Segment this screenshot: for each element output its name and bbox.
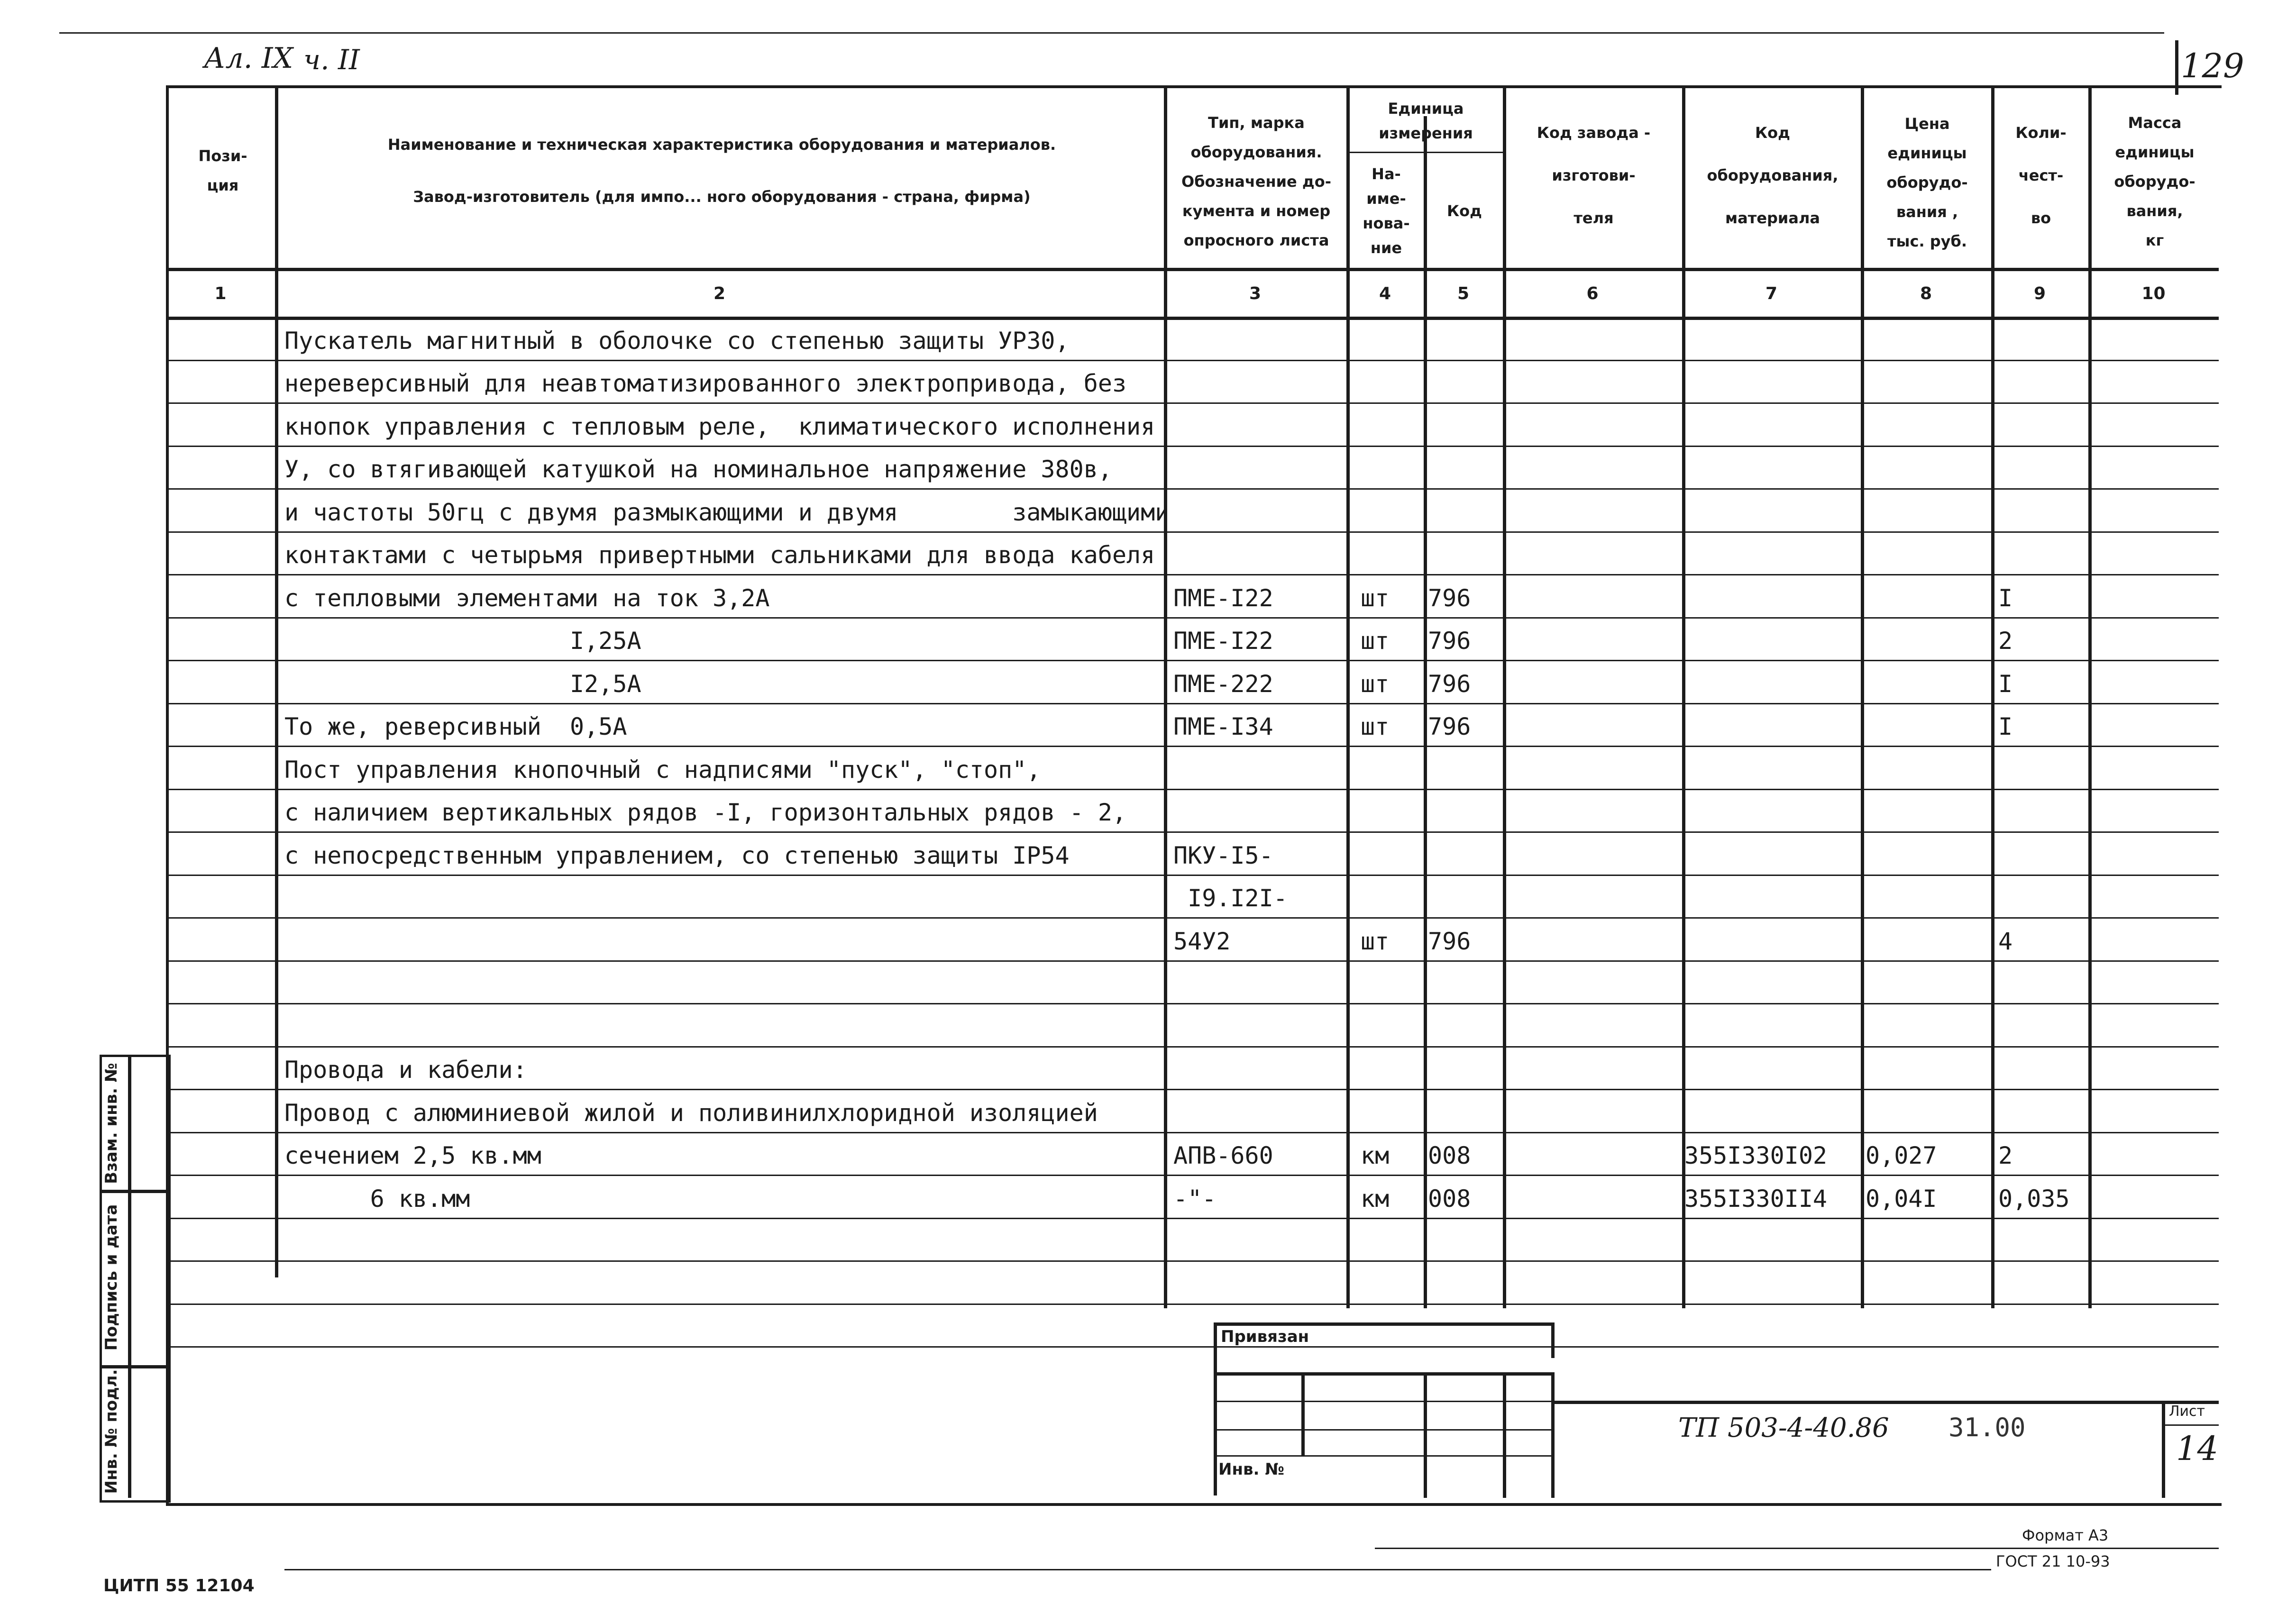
row-quantity: I bbox=[1998, 713, 2013, 740]
stamp-top-line bbox=[1214, 1322, 1553, 1326]
part-mark: ч. II bbox=[303, 44, 360, 76]
side-stamp-divider bbox=[128, 1055, 131, 1498]
row-type: I9.I2I- bbox=[1173, 884, 1288, 912]
row-name: Пускатель магнитный в оболочке со степенью защиты УР30, bbox=[284, 327, 1070, 355]
row-quantity: I bbox=[1998, 670, 2013, 698]
row-type: ПМЕ-I34 bbox=[1173, 713, 1273, 740]
row-type: ПКУ-I5- bbox=[1173, 842, 1273, 869]
row-unit-code: 796 bbox=[1428, 713, 1471, 740]
col-line bbox=[1164, 85, 1167, 1308]
row-type: ПМЕ-222 bbox=[1173, 670, 1273, 698]
row-unit: шт bbox=[1361, 584, 1390, 612]
page-number: 129 bbox=[2181, 46, 2244, 85]
colnum-2: 2 bbox=[713, 283, 726, 303]
table-row-line bbox=[166, 831, 2219, 833]
stamp-line bbox=[1214, 1401, 1553, 1402]
row-price: 0,04I bbox=[1866, 1185, 1937, 1213]
col-line bbox=[1682, 85, 1685, 1308]
header-plant-code: Код завода - изготови- теля bbox=[1537, 124, 1651, 227]
col-line bbox=[2088, 85, 2092, 1308]
row-unit: шт bbox=[1361, 670, 1390, 698]
table-row-line bbox=[166, 703, 2219, 704]
row-quantity: 4 bbox=[1998, 928, 2013, 955]
row-price: 0,027 bbox=[1866, 1142, 1937, 1169]
table-row-line bbox=[166, 617, 2219, 619]
row-name: 6 кв.мм bbox=[284, 1185, 470, 1213]
table-row-line bbox=[166, 446, 2219, 447]
stamp-doc-code: ТП 503-4-40.86 bbox=[1678, 1413, 1889, 1443]
row-material-code: 355I330I02 bbox=[1684, 1142, 1828, 1169]
colnum-8: 8 bbox=[1920, 283, 1932, 303]
header-price: Цена единицы оборудо- вания , тыс. руб. bbox=[1886, 115, 1968, 250]
header-material-code: Код оборудования, материала bbox=[1707, 124, 1839, 227]
table-row-line bbox=[166, 1175, 2219, 1176]
row-unit: шт bbox=[1361, 713, 1390, 740]
stamp-line bbox=[1214, 1429, 1553, 1431]
row-name: и частоты 50гц с двумя размыкающими и двумя замыкающими bbox=[284, 499, 1170, 526]
stamp-sheet-number: 14 bbox=[2176, 1429, 2219, 1468]
row-unit: шт bbox=[1361, 627, 1390, 655]
footer-line bbox=[1375, 1548, 2219, 1549]
stamp-inv-label: Инв. № bbox=[1218, 1460, 1285, 1479]
header-name: Наименование и техническая характеристика оборудования и материалов. Завод-изготовитель (для импо... ного оборудования - страна, фирма) bbox=[387, 136, 1056, 206]
stamp-line bbox=[1214, 1455, 1553, 1457]
stamp-sheet-divider bbox=[2162, 1401, 2165, 1498]
row-unit-code: 796 bbox=[1428, 928, 1471, 955]
stamp-left-line bbox=[1214, 1322, 1217, 1495]
footer-format: Формат А3 bbox=[2022, 1526, 2109, 1544]
row-name: Провода и кабели: bbox=[284, 1056, 527, 1084]
album-mark: Ал. IX bbox=[204, 42, 293, 75]
row-name: нереверсивный для неавтоматизированного электропривода, без bbox=[284, 370, 1127, 397]
stamp-section: 31.00 bbox=[1948, 1413, 2026, 1442]
col-line bbox=[275, 85, 278, 1277]
table-row-line bbox=[166, 789, 2219, 790]
top-scan-line bbox=[59, 32, 2164, 34]
stamp-title-line bbox=[1551, 1401, 2219, 1404]
footer-line-bottom bbox=[284, 1569, 1991, 1570]
header-unit-name: На- име- нова- ние bbox=[1363, 165, 1410, 257]
row-unit: км bbox=[1361, 1142, 1390, 1169]
header-quantity: Коли- чест- во bbox=[2015, 124, 2067, 227]
stamp-col bbox=[1503, 1372, 1506, 1498]
table-row-line bbox=[166, 1218, 2219, 1219]
table-row-line bbox=[166, 360, 2219, 361]
stamp-right-line bbox=[1551, 1322, 1555, 1358]
row-quantity: I bbox=[1998, 584, 2013, 612]
row-name: контактами с четырьмя привертными сальниками для ввода кабеля bbox=[284, 541, 1155, 569]
row-type: ПМЕ-I22 bbox=[1173, 584, 1273, 612]
colnum-4: 4 bbox=[1379, 283, 1391, 303]
side-label-replace-inv: Взам. инв. № bbox=[102, 1063, 121, 1184]
row-unit-code: 796 bbox=[1428, 627, 1471, 655]
row-unit-code: 796 bbox=[1428, 584, 1471, 612]
row-quantity: 2 bbox=[1998, 627, 2013, 655]
col-line bbox=[1503, 85, 1506, 1308]
header-position: Пози- ция bbox=[198, 147, 247, 194]
row-name: кнопок управления с тепловым реле, климатического исполнения bbox=[284, 413, 1155, 440]
colnum-3: 3 bbox=[1249, 283, 1262, 303]
header-unit-group: Единица измерения bbox=[1379, 100, 1473, 142]
row-name: сечением 2,5 кв.мм bbox=[284, 1142, 541, 1169]
row-unit: км bbox=[1361, 1185, 1390, 1213]
table-row-line bbox=[166, 960, 2219, 962]
table-row-line bbox=[166, 875, 2219, 876]
stamp-sheet-line bbox=[2162, 1424, 2219, 1426]
table-row-line bbox=[166, 1260, 2219, 1262]
table-row-line bbox=[166, 488, 2219, 490]
table-row-line bbox=[166, 746, 2219, 747]
table-row-line bbox=[166, 531, 2219, 533]
table-row-line bbox=[166, 660, 2219, 661]
header-type: Тип, марка оборудования. Обозначение до- кумента и номер опросного листа bbox=[1181, 113, 1331, 249]
row-type: 54У2 bbox=[1173, 928, 1231, 955]
col-line bbox=[1346, 85, 1350, 1308]
row-type: -"- bbox=[1173, 1185, 1217, 1213]
table-row-line bbox=[166, 1003, 2219, 1004]
row-quantity: 0,035 bbox=[1998, 1185, 2070, 1213]
row-name: То же, реверсивный 0,5А bbox=[284, 713, 627, 740]
table-row-line bbox=[166, 917, 2219, 919]
table-row-line bbox=[166, 402, 2219, 404]
row-name: Провод с алюминиевой жилой и поливинилхлоридной изоляцией bbox=[284, 1099, 1098, 1127]
side-label-inv-orig: Инв. № подл. bbox=[102, 1369, 121, 1494]
footer-stamp-code: ЦИТП 55 12104 bbox=[103, 1576, 255, 1596]
stamp-col bbox=[1424, 1372, 1427, 1498]
row-name: с тепловыми элементами на ток 3,2А bbox=[284, 584, 770, 612]
row-material-code: 355I330II4 bbox=[1684, 1185, 1828, 1213]
table-row-line bbox=[166, 1046, 2219, 1048]
colnum-6: 6 bbox=[1586, 283, 1599, 303]
colnum-7: 7 bbox=[1765, 283, 1778, 303]
row-name: с наличием вертикальных рядов -I, горизонтальных рядов - 2, bbox=[284, 799, 1127, 826]
colnum-5: 5 bbox=[1457, 283, 1470, 303]
stamp-bound-label: Привязан bbox=[1221, 1327, 1309, 1346]
row-unit-code: 008 bbox=[1428, 1142, 1471, 1169]
unit-subheader-line bbox=[1346, 152, 1503, 153]
header-unit-code: Код bbox=[1447, 202, 1482, 220]
table-row-line bbox=[166, 1346, 2219, 1348]
row-type: ПМЕ-I22 bbox=[1173, 627, 1273, 655]
colnum-1: 1 bbox=[214, 283, 227, 303]
row-name: Пост управления кнопочный с надписями "пуск", "стоп", bbox=[284, 756, 1041, 784]
side-label-sign-date: Подпись и дата bbox=[102, 1204, 121, 1351]
row-name: I2,5А bbox=[284, 670, 641, 698]
table-row-line bbox=[166, 574, 2219, 575]
row-name: с непосредственным управлением, со степенью защиты IP54 bbox=[284, 842, 1070, 869]
stamp-sheet-label: Лист bbox=[2169, 1403, 2205, 1420]
footer-gost: ГОСТ 21 10-93 bbox=[1996, 1552, 2110, 1570]
row-unit-code: 008 bbox=[1428, 1185, 1471, 1213]
column-numbers-divider bbox=[166, 317, 2219, 320]
colnum-9: 9 bbox=[2033, 283, 2046, 303]
col-line bbox=[1991, 85, 1994, 1308]
table-row-line bbox=[166, 1304, 2219, 1305]
col-line bbox=[1861, 85, 1864, 1308]
stamp-line bbox=[1214, 1372, 1553, 1376]
stamp-col bbox=[1551, 1372, 1555, 1498]
colnum-10: 10 bbox=[2141, 283, 2166, 303]
row-type: АПВ-660 bbox=[1173, 1142, 1273, 1169]
stamp-col bbox=[1301, 1372, 1305, 1455]
row-unit-code: 796 bbox=[1428, 670, 1471, 698]
side-stamp-row bbox=[100, 1190, 166, 1193]
row-name: I,25А bbox=[284, 627, 641, 655]
row-unit: шт bbox=[1361, 928, 1390, 955]
row-name: У, со втягивающей катушкой на номинальное напряжение 380в, bbox=[284, 456, 1112, 483]
table-row-line bbox=[166, 1089, 2219, 1090]
row-quantity: 2 bbox=[1998, 1142, 2013, 1169]
table-row-line bbox=[166, 1132, 2219, 1133]
header-mass: Масса единицы оборудо- вания, кг bbox=[2114, 113, 2195, 249]
